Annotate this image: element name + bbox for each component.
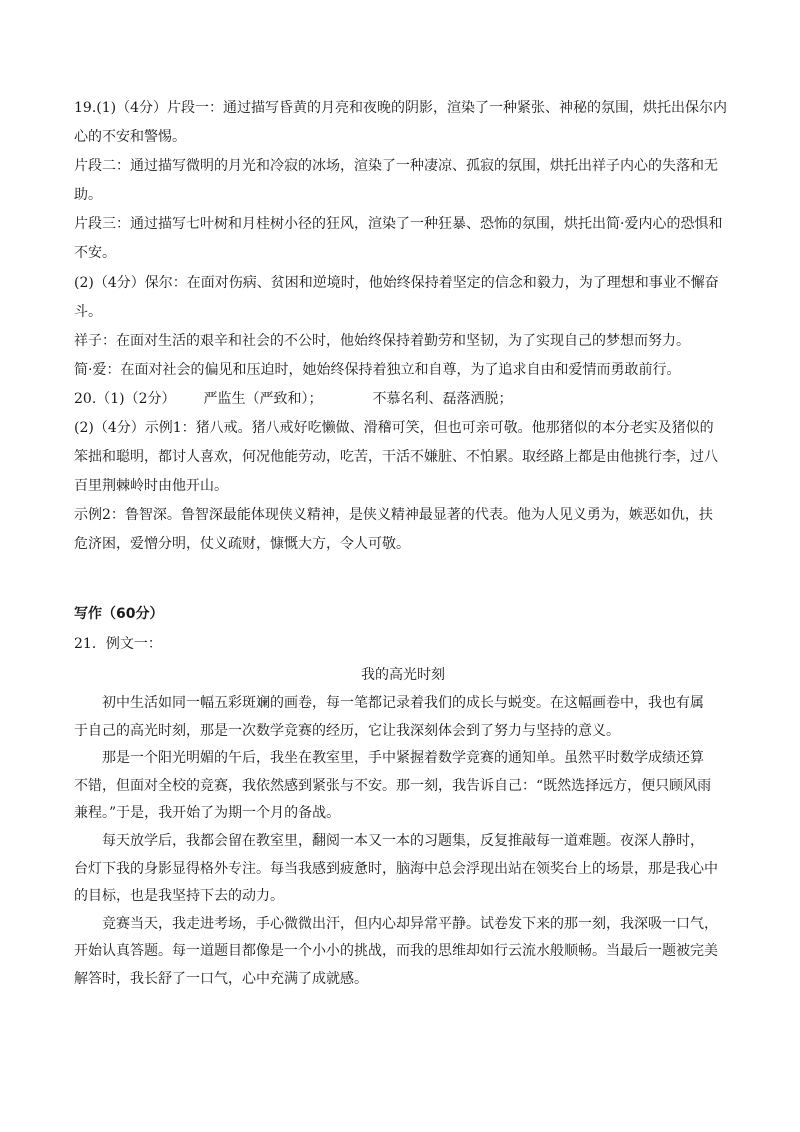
q19-q2-line3: 祥子：在面对生活的艰辛和社会的不公时，他始终保持着勤劳和坚韧，为了实现自己的梦想而努力。 (74, 332, 690, 349)
essay-para4-line3: 解答时，我长舒了一口气，心中充满了成就感。 (74, 970, 368, 987)
essay-para1-line2: 于自己的高光时刻，那是一次数学竞赛的经历，它让我深刻体会到了努力与坚持的意义。 (74, 722, 620, 739)
essay-para3-line2: 台灯下我的身影显得格外专注。每当我感到疲惫时，脑海中总会浮现出站在领奖台上的场景，那是我心中 (74, 860, 718, 877)
essay-body (74, 690, 732, 994)
essay-para2-line2: 不错，但面对全校的竞赛，我依然感到紧张与不安。那一刻，我告诉自己：“既然选择远方，便只顾风雨 (74, 777, 712, 794)
q20-q2-line4: 示例2：鲁智深。鲁智深最能体现侠义精神，是侠义精神最显著的代表。他为人见义勇为，嫉恶如仇，扶 (74, 507, 713, 524)
essay-para2-line1: 那是一个阳光明媚的午后，我坐在教室里，手中紧握着数学竞赛的通知单。虽然平时数学成绩还算 (102, 750, 704, 767)
q20-q2-line5: 危济困，爱憎分明，仗义疏财，慷慨大方，令人可敬。 (74, 536, 410, 553)
essay-para1-line1: 初中生活如同一幅五彩斑斓的画卷，每一笔都记录着我们的成长与蜕变。在这幅画卷中，我也有属 (102, 695, 704, 711)
q19-part3-line1: 片段三：通过描写七叶树和月桂树小径的狂风，渲染了一种狂暴、恐怖的氛围，烘托出简·爱内心的恐惧和 (74, 216, 723, 233)
q20-q1-prefix: 20.（1)（2分） (74, 390, 176, 407)
essay-para3-line3: 的目标，也是我坚持下去的动力。 (74, 888, 284, 905)
q20-q1-answer-a: 严监生（严致和）； (203, 390, 323, 407)
essay-para4-line2: 开始认真答题。每一道题目都像是一个小小的挑战，而我的思维却如行云流水般顺畅。当最后一题被完美 (74, 943, 718, 960)
essay-title: 我的高光时刻 (361, 667, 445, 683)
q19-part3-line2: 不安。 (74, 245, 116, 262)
essay-para3-line1: 每天放学后，我都会留在教室里，翻阅一本又一本的习题集，反复推敲每一道难题。夜深人静时， (102, 832, 704, 849)
q20-q2-line2: 笨拙和聪明，都讨人喜欢，何况他能劳动，吃苦，干活不嫌脏、不怕累。取经路上都是由他挑行李，过八 (74, 449, 718, 466)
q19-q2-line2: 斗。 (74, 303, 102, 320)
essay-para2-line3: 兼程。”于是，我开始了为期一个月的备战。 (74, 805, 341, 822)
q20-q2-line1: (2)（4分）示例1：猪八戒。猪八戒好吃懒做、滑稽可笑，但也可亲可敬。他那猪似的本分老实及猪似的 (74, 420, 714, 437)
q19-q2-line1: (2)（4分）保尔：在面对伤病、贫困和逆境时，他始终保持着坚定的信念和毅力，为了理想和事业不懈奋 (74, 274, 719, 291)
essay-para4-line1: 竞赛当天，我走进考场，手心微微出汗，但内心却异常平静。试卷发下来的那一刻，我深吸一口气， (102, 915, 718, 932)
q20-q1-answer-b: 不慕名利、磊落洒脱； (372, 390, 513, 407)
writing-section-title: 写作（60分） (74, 606, 164, 622)
q19-part2-line2: 助。 (74, 187, 102, 204)
q19-part2-line1: 片段二：通过描写微明的月光和冷寂的冰场，渲染了一种凄凉、孤寂的氛围，烘托出祥子内心的失落和无 (74, 158, 718, 175)
q20-q2-line3: 百里荆棘岭时由他开山。 (74, 478, 228, 495)
q19-part1-line1: 19.(1)（4分）片段一：通过描写昏黄的月亮和夜晚的阴影，渲染了一种紧张、神秘的氛围，烘托出保尔内 (74, 100, 728, 116)
q19-q2-line4: 简·爱：在面对社会的偏见和压迫时，她始终保持着独立和自尊，为了追求自由和爱情而勇敢前行。 (74, 361, 681, 378)
answer-section (74, 94, 732, 560)
essay-label: 21．例文一： (74, 636, 162, 652)
q19-part1-line2: 心的不安和警惕。 (74, 129, 186, 146)
q20-q1-line (74, 385, 732, 414)
